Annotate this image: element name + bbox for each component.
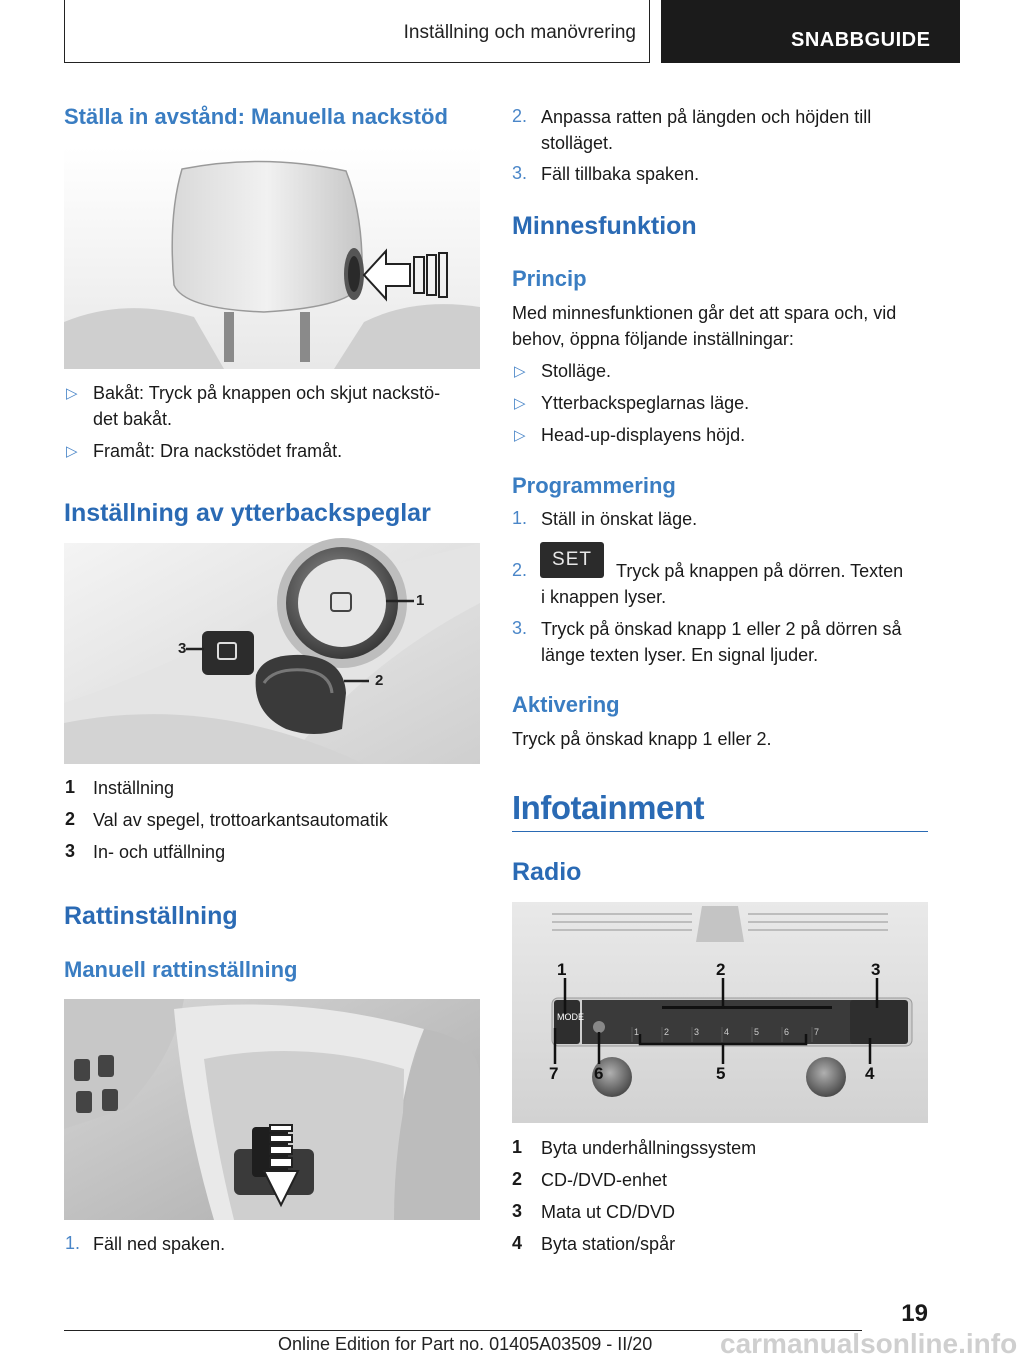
steering-subheading: Manuell rattinställning [64,957,298,982]
page-number: 19 [901,1300,928,1327]
steering-heading: Rattinställning [64,902,238,930]
headrest-heading: Ställa in avstånd: Manuella nackstöd [64,104,448,129]
principle-bullet-2: Ytterbackspeglarnas läge. [541,393,750,413]
bullet-marker-icon: ▷ [514,395,526,412]
mirror-legend-text-3: In- och utfällning [93,842,226,862]
programming-step-text-2: Tryck på knappen på dörren. Texten [616,561,904,581]
radio-callout-1: 1 [557,960,567,979]
mirror-legend-text-1: Inställning [93,778,175,798]
activation-text: Tryck på önskad knapp 1 eller 2. [512,729,772,749]
steering-step-text-1: Fäll ned spaken. [93,1234,226,1254]
radio-mode-label: MODE [557,1012,584,1022]
principle-heading: Princip [512,266,587,291]
steering-lever-image [64,999,480,1220]
steering-step-text-3: Fäll tillbaka spaken. [541,164,700,184]
programming-heading: Programmering [512,473,676,498]
principle-text-1: Med minnesfunktionen går det att spara och, vid [512,303,897,323]
bullet-marker-icon: ▷ [514,363,526,380]
steering-step-text-2-cont: stolläget. [541,133,614,153]
programming-step-text-1: Ställ in önskat läge. [541,509,698,529]
activation-heading: Aktivering [512,692,620,717]
radio-preset-label-6: 6 [784,1027,790,1037]
steering-step-num-2: 2. [512,106,528,126]
radio-callout-4: 4 [865,1064,875,1083]
principle-text-2: behov, öppna följande inställningar: [512,329,794,349]
radio-callout-6: 6 [594,1064,604,1083]
headrest-bullet-1: Bakåt: Tryck på knappen och skjut nackstö- [93,383,441,403]
memory-heading: Minnesfunktion [512,212,697,240]
steering-step-num-1: 1. [65,1233,81,1253]
programming-step-text-3-cont: länge texten lyser. En signal ljuder. [541,645,819,665]
radio-callout-5: 5 [716,1064,726,1083]
radio-legend-text-3: Mata ut CD/DVD [541,1202,676,1222]
watermark: carmanualsonline.info [720,1328,1017,1359]
radio-legend-num-2: 2 [512,1169,523,1189]
steering-step-num-3: 3. [512,163,528,183]
radio-callout-7: 7 [549,1064,559,1083]
mirror-legend-num-3: 3 [65,841,76,861]
bullet-marker-icon: ▷ [514,427,526,444]
radio-legend-num-1: 1 [512,1137,523,1157]
mirror-callout-2: 2 [375,672,384,689]
radio-callout-2: 2 [716,960,726,979]
radio-legend-text-4: Byta station/spår [541,1234,676,1254]
mirror-callout-3: 3 [178,640,187,657]
headrest-bullet-1-cont: det bakåt. [93,409,173,429]
header-section-title: Inställning och manövrering [403,22,636,43]
radio-legend-num-3: 3 [512,1201,523,1221]
radio-preset-label-3: 3 [694,1027,700,1037]
programming-step-num-1: 1. [512,508,528,528]
radio-heading: Radio [512,858,582,886]
radio-legend-text-1: Byta underhållningssystem [541,1138,757,1158]
infotainment-rule [512,831,928,832]
radio-preset-label-1: 1 [634,1027,640,1037]
programming-step-text-3: Tryck på önskad knapp 1 eller 2 på dörren så [541,619,902,639]
headrest-bullet-2: Framåt: Dra nackstödet framåt. [93,441,343,461]
principle-bullet-3: Head-up-displayens höjd. [541,425,746,445]
mirror-legend-num-1: 1 [65,777,76,797]
mirror-callout-1: 1 [416,592,425,609]
radio-preset-label-2: 2 [664,1027,670,1037]
radio-preset-label-7: 7 [814,1027,820,1037]
steering-step-text-2: Anpassa ratten på längden och höjden till [541,107,872,127]
radio-callout-3: 3 [871,960,881,979]
programming-step-text-2-cont: i knappen lyser. [541,587,667,607]
mirror-legend-text-2: Val av spegel, trottoarkantsautomatik [93,810,388,830]
radio-preset-label-5: 5 [754,1027,760,1037]
radio-legend-num-4: 4 [512,1233,523,1253]
footer-edition: Online Edition for Part no. 01405A03509 - II/20 [278,1334,653,1354]
programming-step-num-2: 2. [512,560,528,580]
mirror-legend-num-2: 2 [65,809,76,829]
infotainment-heading: Infotainment [512,789,704,826]
bullet-marker-icon: ▷ [66,385,78,402]
header-tab-snabbguide: SNABBGUIDE [661,0,960,63]
bullet-marker-icon: ▷ [66,443,78,460]
radio-legend-text-2: CD-/DVD-enhet [541,1170,668,1190]
mirrors-heading: Inställning av ytterbackspeglar [64,499,431,527]
principle-bullet-1: Stolläge. [541,361,612,381]
headrest-image [64,147,480,369]
set-button-icon: SET [540,542,604,578]
programming-step-num-3: 3. [512,618,528,638]
mirror-controls-image [64,543,480,764]
radio-preset-label-4: 4 [724,1027,730,1037]
